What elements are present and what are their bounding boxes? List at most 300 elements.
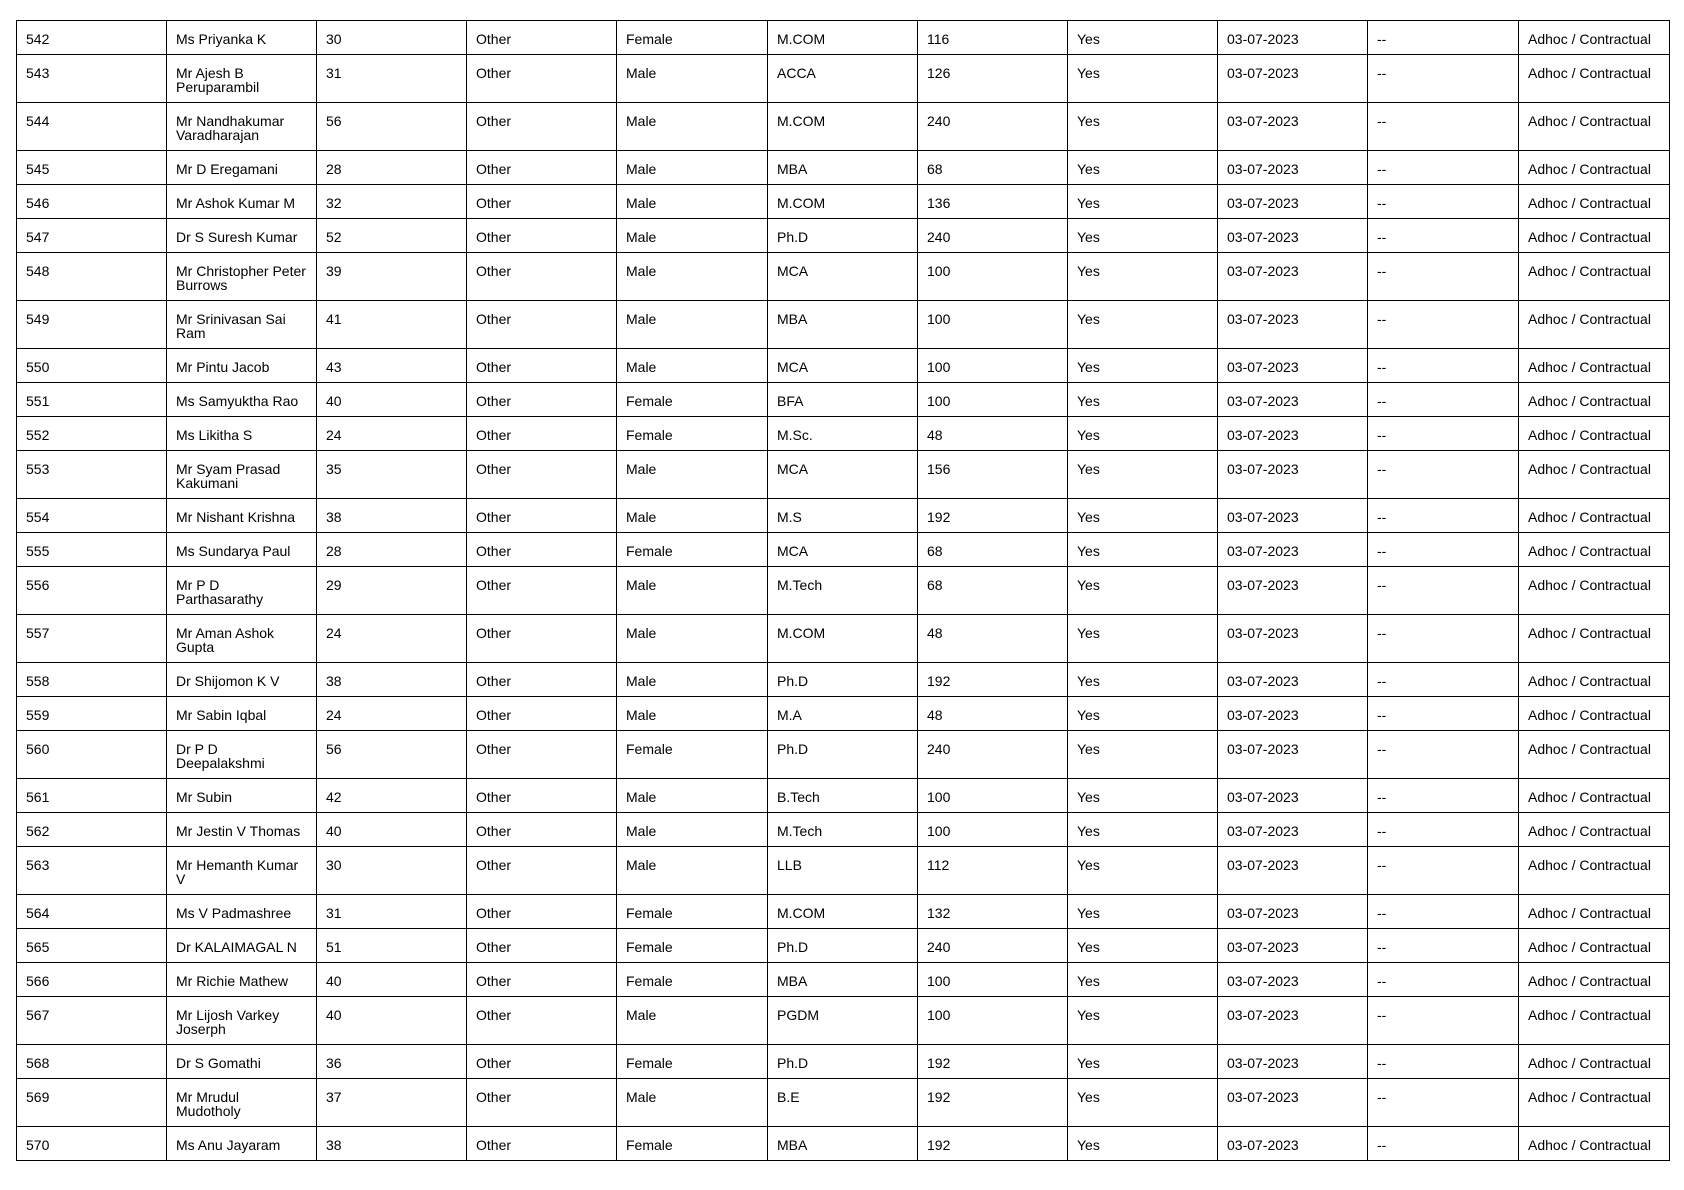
cell-name: Mr Ashok Kumar M [167,185,317,219]
cell-name: Dr Shijomon K V [167,663,317,697]
cell-gender: Male [617,451,768,499]
cell-status: Yes [1068,663,1218,697]
cell-remark: -- [1368,151,1519,185]
cell-age: 36 [317,1045,467,1079]
cell-hours: 68 [918,151,1068,185]
cell-name: Ms Likitha S [167,417,317,451]
cell-hours: 100 [918,383,1068,417]
cell-category: Other [467,499,617,533]
cell-category: Other [467,997,617,1045]
table-row [17,533,1670,567]
cell-qualification: MCA [768,451,918,499]
cell-status: Yes [1068,383,1218,417]
cell-age: 56 [317,731,467,779]
cell-age: 39 [317,253,467,301]
cell-qualification: Ph.D [768,219,918,253]
cell-name: Dr S Suresh Kumar [167,219,317,253]
cell-gender: Male [617,185,768,219]
cell-type: Adhoc / Contractual [1519,963,1670,997]
cell-status: Yes [1068,219,1218,253]
cell-hours: 100 [918,779,1068,813]
cell-category: Other [467,567,617,615]
cell-name: Ms Samyuktha Rao [167,383,317,417]
cell-sno: 546 [17,185,167,219]
cell-qualification: M.A [768,697,918,731]
cell-remark: -- [1368,451,1519,499]
cell-qualification: B.E [768,1079,918,1127]
cell-name: Ms Priyanka K [167,21,317,55]
cell-sno: 549 [17,301,167,349]
cell-qualification: LLB [768,847,918,895]
cell-type: Adhoc / Contractual [1519,301,1670,349]
cell-date: 03-07-2023 [1218,21,1368,55]
cell-hours: 192 [918,1127,1068,1161]
cell-category: Other [467,1079,617,1127]
cell-remark: -- [1368,1127,1519,1161]
cell-category: Other [467,55,617,103]
cell-qualification: Ph.D [768,663,918,697]
cell-qualification: M.COM [768,615,918,663]
cell-remark: -- [1368,929,1519,963]
cell-sno: 552 [17,417,167,451]
table-row [17,1079,1670,1127]
cell-gender: Male [617,615,768,663]
cell-remark: -- [1368,779,1519,813]
cell-age: 51 [317,929,467,963]
cell-gender: Male [617,55,768,103]
cell-date: 03-07-2023 [1218,813,1368,847]
cell-remark: -- [1368,813,1519,847]
cell-age: 56 [317,103,467,151]
cell-date: 03-07-2023 [1218,1045,1368,1079]
table-row [17,813,1670,847]
cell-gender: Male [617,1079,768,1127]
cell-remark: -- [1368,499,1519,533]
table-row [17,151,1670,185]
cell-qualification: BFA [768,383,918,417]
cell-gender: Male [617,847,768,895]
table-row [17,301,1670,349]
cell-gender: Female [617,417,768,451]
cell-age: 24 [317,615,467,663]
cell-sno: 559 [17,697,167,731]
cell-age: 41 [317,301,467,349]
cell-remark: -- [1368,1079,1519,1127]
cell-name: Mr Srinivasan Sai Ram [167,301,317,349]
cell-sno: 543 [17,55,167,103]
cell-remark: -- [1368,21,1519,55]
cell-status: Yes [1068,847,1218,895]
cell-date: 03-07-2023 [1218,103,1368,151]
cell-age: 40 [317,963,467,997]
cell-gender: Male [617,103,768,151]
cell-name: Mr Syam Prasad Kakumani [167,451,317,499]
table-body [17,21,1670,1161]
cell-date: 03-07-2023 [1218,567,1368,615]
cell-age: 24 [317,417,467,451]
cell-sno: 555 [17,533,167,567]
table-row [17,895,1670,929]
cell-gender: Male [617,301,768,349]
cell-remark: -- [1368,219,1519,253]
cell-remark: -- [1368,997,1519,1045]
cell-hours: 48 [918,417,1068,451]
cell-type: Adhoc / Contractual [1519,779,1670,813]
cell-hours: 100 [918,963,1068,997]
cell-category: Other [467,929,617,963]
cell-remark: -- [1368,103,1519,151]
table-row [17,1045,1670,1079]
cell-date: 03-07-2023 [1218,151,1368,185]
cell-gender: Female [617,929,768,963]
cell-sno: 561 [17,779,167,813]
cell-hours: 240 [918,929,1068,963]
cell-sno: 554 [17,499,167,533]
cell-qualification: M.S [768,499,918,533]
cell-category: Other [467,383,617,417]
cell-qualification: M.Sc. [768,417,918,451]
cell-name: Mr Hemanth Kumar V [167,847,317,895]
cell-status: Yes [1068,21,1218,55]
cell-type: Adhoc / Contractual [1519,55,1670,103]
cell-sno: 565 [17,929,167,963]
cell-name: Ms V Padmashree [167,895,317,929]
table-row [17,615,1670,663]
cell-category: Other [467,253,617,301]
cell-name: Dr P D Deepalakshmi [167,731,317,779]
cell-age: 40 [317,383,467,417]
cell-qualification: M.COM [768,21,918,55]
cell-sno: 562 [17,813,167,847]
cell-category: Other [467,663,617,697]
table-row [17,567,1670,615]
cell-date: 03-07-2023 [1218,185,1368,219]
cell-category: Other [467,151,617,185]
cell-remark: -- [1368,663,1519,697]
cell-status: Yes [1068,301,1218,349]
cell-qualification: Ph.D [768,1045,918,1079]
cell-qualification: M.COM [768,103,918,151]
cell-sno: 544 [17,103,167,151]
cell-sno: 558 [17,663,167,697]
cell-hours: 126 [918,55,1068,103]
cell-category: Other [467,21,617,55]
cell-sno: 560 [17,731,167,779]
cell-type: Adhoc / Contractual [1519,103,1670,151]
cell-category: Other [467,1127,617,1161]
cell-category: Other [467,103,617,151]
cell-date: 03-07-2023 [1218,731,1368,779]
table-row [17,663,1670,697]
cell-category: Other [467,895,617,929]
cell-gender: Male [617,499,768,533]
cell-name: Ms Anu Jayaram [167,1127,317,1161]
cell-remark: -- [1368,697,1519,731]
cell-type: Adhoc / Contractual [1519,219,1670,253]
cell-date: 03-07-2023 [1218,499,1368,533]
cell-status: Yes [1068,1045,1218,1079]
cell-age: 30 [317,847,467,895]
faculty-table [16,20,1670,1161]
cell-name: Mr Pintu Jacob [167,349,317,383]
cell-date: 03-07-2023 [1218,1079,1368,1127]
cell-category: Other [467,963,617,997]
cell-remark: -- [1368,567,1519,615]
cell-status: Yes [1068,103,1218,151]
cell-date: 03-07-2023 [1218,533,1368,567]
table-row [17,21,1670,55]
cell-date: 03-07-2023 [1218,253,1368,301]
cell-name: Mr Subin [167,779,317,813]
cell-remark: -- [1368,417,1519,451]
cell-sno: 551 [17,383,167,417]
cell-age: 31 [317,55,467,103]
cell-age: 29 [317,567,467,615]
cell-hours: 68 [918,533,1068,567]
cell-status: Yes [1068,929,1218,963]
cell-status: Yes [1068,55,1218,103]
cell-sno: 545 [17,151,167,185]
table-row [17,103,1670,151]
cell-category: Other [467,185,617,219]
cell-qualification: Ph.D [768,731,918,779]
cell-hours: 136 [918,185,1068,219]
cell-category: Other [467,779,617,813]
cell-type: Adhoc / Contractual [1519,731,1670,779]
cell-sno: 569 [17,1079,167,1127]
cell-hours: 192 [918,663,1068,697]
cell-category: Other [467,349,617,383]
cell-age: 42 [317,779,467,813]
cell-gender: Female [617,1045,768,1079]
cell-category: Other [467,697,617,731]
cell-age: 43 [317,349,467,383]
cell-status: Yes [1068,1127,1218,1161]
cell-hours: 192 [918,499,1068,533]
cell-remark: -- [1368,383,1519,417]
cell-type: Adhoc / Contractual [1519,895,1670,929]
table-row [17,731,1670,779]
cell-category: Other [467,847,617,895]
cell-age: 38 [317,1127,467,1161]
cell-date: 03-07-2023 [1218,615,1368,663]
table-row [17,185,1670,219]
cell-qualification: MCA [768,349,918,383]
cell-date: 03-07-2023 [1218,219,1368,253]
cell-name: Dr KALAIMAGAL N [167,929,317,963]
cell-status: Yes [1068,615,1218,663]
cell-name: Mr Nishant Krishna [167,499,317,533]
table-row [17,451,1670,499]
cell-name: Mr D Eregamani [167,151,317,185]
cell-type: Adhoc / Contractual [1519,929,1670,963]
cell-status: Yes [1068,731,1218,779]
table-row [17,55,1670,103]
cell-gender: Female [617,1127,768,1161]
cell-qualification: M.COM [768,895,918,929]
cell-date: 03-07-2023 [1218,383,1368,417]
cell-status: Yes [1068,963,1218,997]
cell-qualification: MBA [768,151,918,185]
cell-age: 28 [317,151,467,185]
cell-hours: 192 [918,1079,1068,1127]
cell-sno: 556 [17,567,167,615]
cell-category: Other [467,615,617,663]
cell-type: Adhoc / Contractual [1519,151,1670,185]
cell-status: Yes [1068,895,1218,929]
cell-sno: 547 [17,219,167,253]
cell-name: Mr Jestin V Thomas [167,813,317,847]
table-row [17,383,1670,417]
cell-status: Yes [1068,151,1218,185]
cell-age: 40 [317,813,467,847]
cell-hours: 112 [918,847,1068,895]
cell-hours: 100 [918,253,1068,301]
cell-hours: 100 [918,349,1068,383]
cell-type: Adhoc / Contractual [1519,1079,1670,1127]
cell-hours: 48 [918,615,1068,663]
table-row [17,697,1670,731]
cell-qualification: M.Tech [768,567,918,615]
table-row [17,253,1670,301]
cell-remark: -- [1368,615,1519,663]
cell-qualification: MBA [768,301,918,349]
cell-date: 03-07-2023 [1218,779,1368,813]
cell-date: 03-07-2023 [1218,417,1368,451]
cell-sno: 566 [17,963,167,997]
cell-name: Mr Sabin Iqbal [167,697,317,731]
cell-status: Yes [1068,451,1218,499]
table-row [17,929,1670,963]
cell-hours: 132 [918,895,1068,929]
cell-remark: -- [1368,301,1519,349]
cell-status: Yes [1068,697,1218,731]
cell-type: Adhoc / Contractual [1519,567,1670,615]
cell-date: 03-07-2023 [1218,697,1368,731]
cell-type: Adhoc / Contractual [1519,185,1670,219]
cell-type: Adhoc / Contractual [1519,499,1670,533]
cell-age: 24 [317,697,467,731]
table-row [17,499,1670,533]
cell-type: Adhoc / Contractual [1519,1045,1670,1079]
cell-date: 03-07-2023 [1218,1127,1368,1161]
cell-remark: -- [1368,847,1519,895]
cell-gender: Female [617,963,768,997]
cell-gender: Male [617,779,768,813]
cell-status: Yes [1068,567,1218,615]
cell-type: Adhoc / Contractual [1519,417,1670,451]
cell-gender: Female [617,383,768,417]
cell-sno: 550 [17,349,167,383]
cell-age: 40 [317,997,467,1045]
cell-type: Adhoc / Contractual [1519,813,1670,847]
cell-type: Adhoc / Contractual [1519,349,1670,383]
cell-name: Mr Ajesh B Peruparambil [167,55,317,103]
table-row [17,349,1670,383]
cell-category: Other [467,533,617,567]
cell-gender: Male [617,349,768,383]
cell-category: Other [467,731,617,779]
table-row [17,219,1670,253]
table-row [17,779,1670,813]
cell-qualification: B.Tech [768,779,918,813]
table-row [17,963,1670,997]
cell-name: Mr Christopher Peter Burrows [167,253,317,301]
cell-hours: 48 [918,697,1068,731]
cell-type: Adhoc / Contractual [1519,997,1670,1045]
cell-type: Adhoc / Contractual [1519,533,1670,567]
cell-gender: Male [617,151,768,185]
cell-sno: 548 [17,253,167,301]
cell-gender: Male [617,663,768,697]
cell-remark: -- [1368,963,1519,997]
cell-qualification: MCA [768,253,918,301]
cell-sno: 563 [17,847,167,895]
table-row [17,847,1670,895]
cell-status: Yes [1068,499,1218,533]
cell-name: Dr S Gomathi [167,1045,317,1079]
cell-sno: 542 [17,21,167,55]
cell-hours: 100 [918,301,1068,349]
cell-status: Yes [1068,349,1218,383]
cell-date: 03-07-2023 [1218,963,1368,997]
cell-age: 38 [317,499,467,533]
cell-hours: 156 [918,451,1068,499]
cell-category: Other [467,219,617,253]
cell-date: 03-07-2023 [1218,55,1368,103]
cell-qualification: MCA [768,533,918,567]
cell-age: 31 [317,895,467,929]
cell-gender: Female [617,21,768,55]
cell-remark: -- [1368,185,1519,219]
cell-status: Yes [1068,253,1218,301]
table-row [17,997,1670,1045]
cell-age: 52 [317,219,467,253]
table-row [17,1127,1670,1161]
cell-type: Adhoc / Contractual [1519,1127,1670,1161]
cell-remark: -- [1368,1045,1519,1079]
cell-qualification: MBA [768,1127,918,1161]
cell-hours: 68 [918,567,1068,615]
cell-sno: 557 [17,615,167,663]
cell-category: Other [467,1045,617,1079]
cell-type: Adhoc / Contractual [1519,663,1670,697]
cell-status: Yes [1068,417,1218,451]
cell-remark: -- [1368,349,1519,383]
cell-date: 03-07-2023 [1218,349,1368,383]
cell-gender: Male [617,219,768,253]
cell-remark: -- [1368,55,1519,103]
cell-gender: Male [617,697,768,731]
cell-category: Other [467,813,617,847]
cell-type: Adhoc / Contractual [1519,451,1670,499]
cell-type: Adhoc / Contractual [1519,847,1670,895]
cell-date: 03-07-2023 [1218,929,1368,963]
cell-gender: Male [617,997,768,1045]
cell-sno: 570 [17,1127,167,1161]
cell-sno: 568 [17,1045,167,1079]
cell-age: 32 [317,185,467,219]
cell-age: 38 [317,663,467,697]
cell-type: Adhoc / Contractual [1519,383,1670,417]
cell-status: Yes [1068,185,1218,219]
cell-hours: 240 [918,731,1068,779]
cell-age: 37 [317,1079,467,1127]
cell-date: 03-07-2023 [1218,997,1368,1045]
cell-category: Other [467,451,617,499]
cell-status: Yes [1068,997,1218,1045]
cell-category: Other [467,301,617,349]
